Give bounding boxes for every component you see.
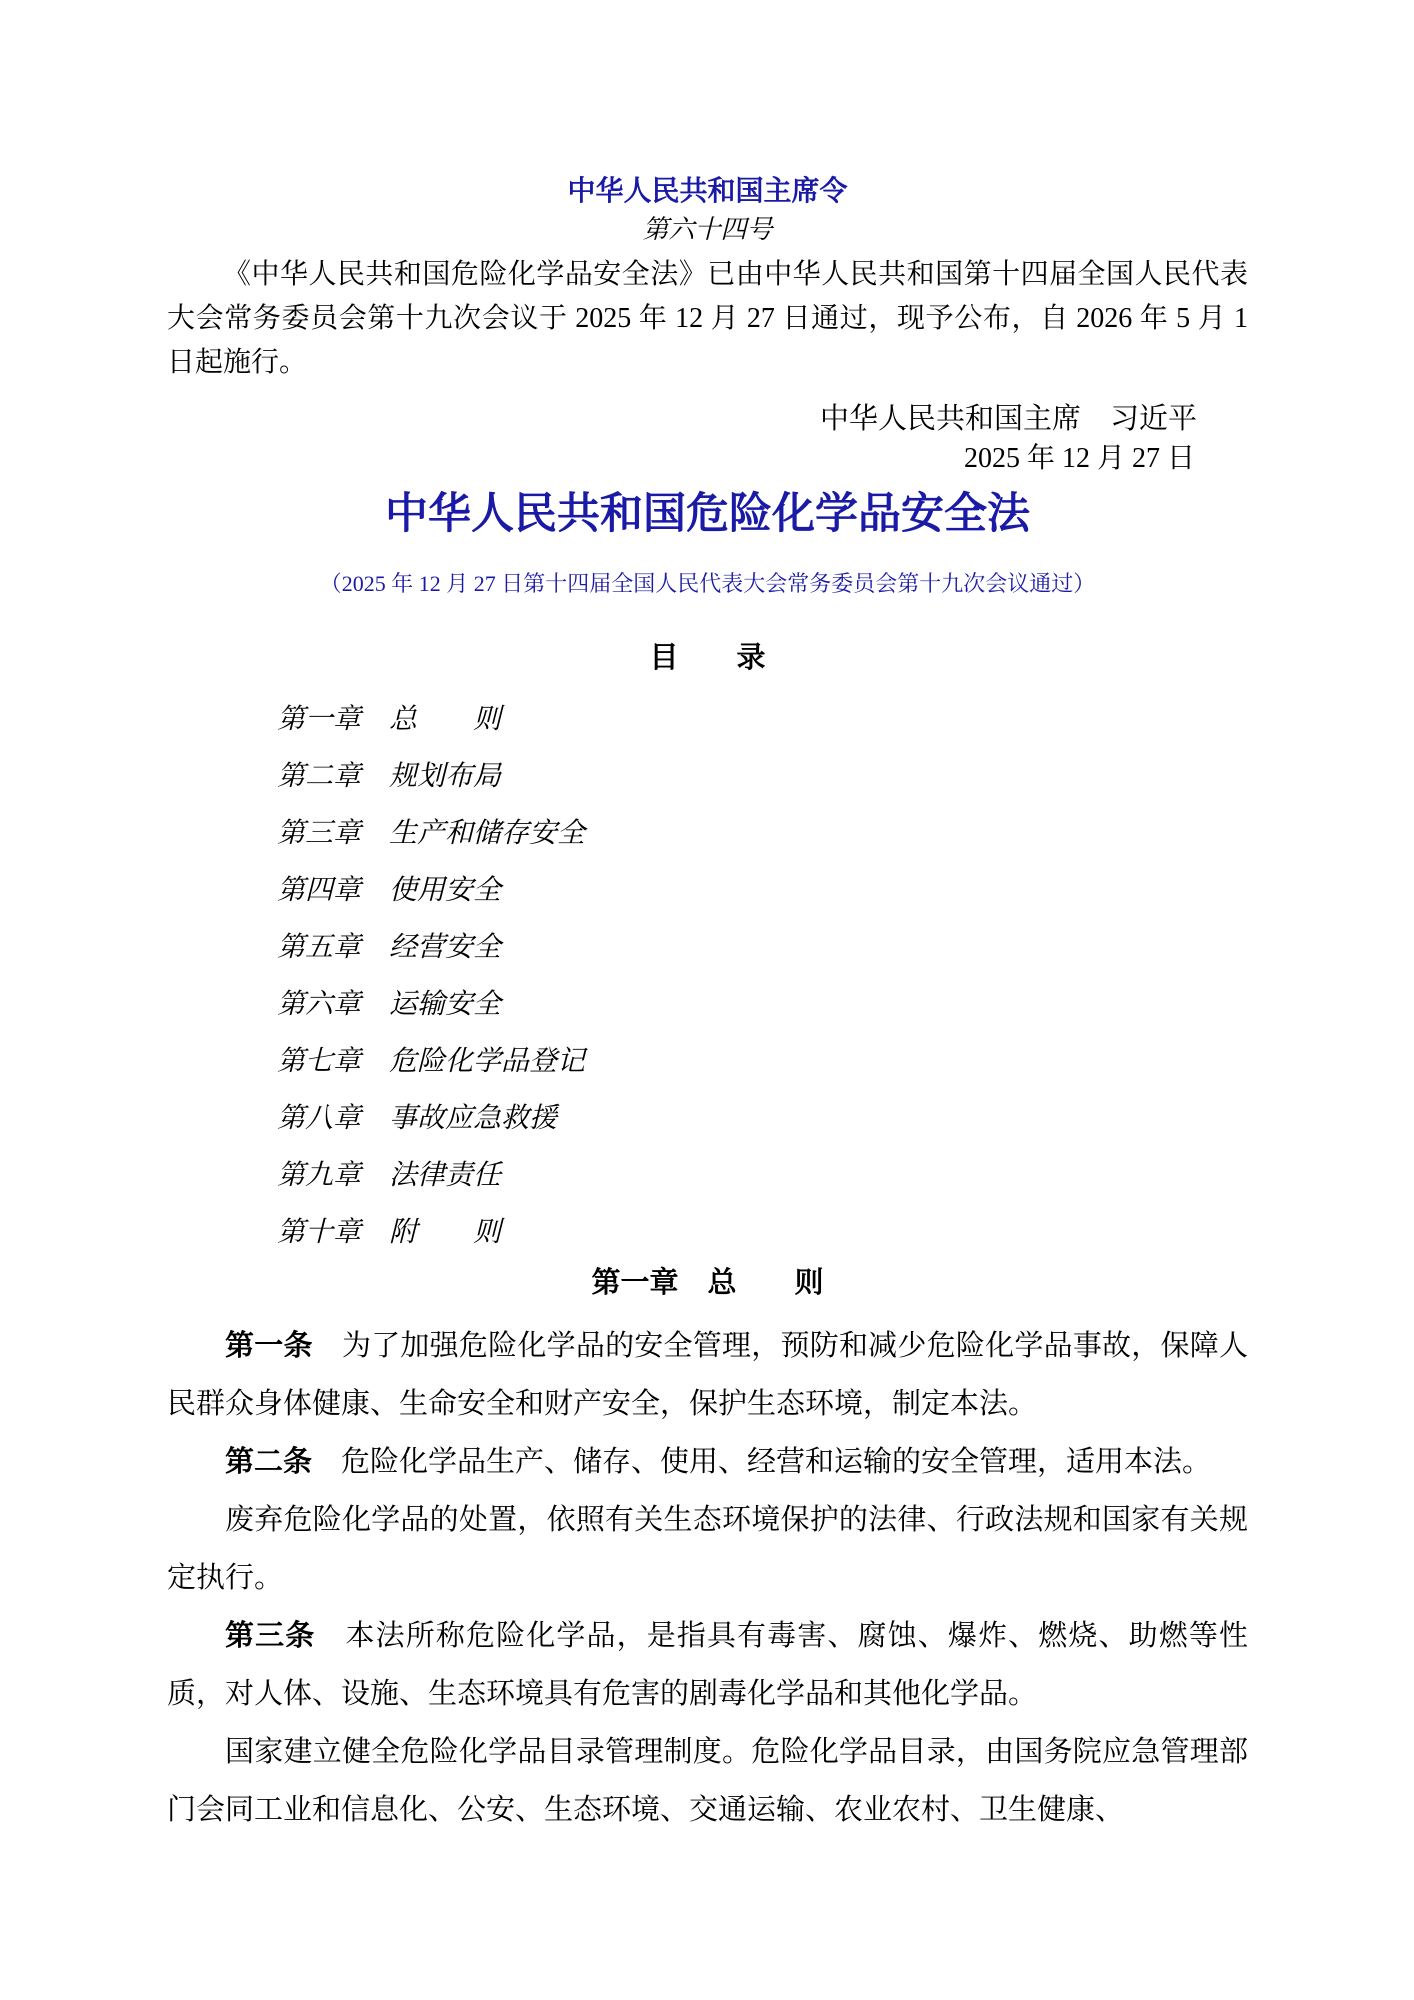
law-paragraph: 国家建立健全危险化学品目录管理制度。危险化学品目录，由国务院应急管理部门会同工业和信息化、公安、生态环境、交通运输、农业农村、卫生健康、: [167, 1736, 1248, 1826]
law-paragraph: 废弃危险化学品的处置，依照有关生态环境保护的法律、行政法规和国家有关规定执行。: [167, 1504, 1248, 1594]
toc-item: 第六章 运输安全: [277, 989, 502, 1020]
article-number: 第三条: [225, 1620, 316, 1652]
toc-item: 第五章 经营安全: [277, 932, 502, 963]
presidential-order-number: 第六十四号: [642, 215, 773, 244]
toc-item: 第八章 事故应急救援: [277, 1103, 558, 1134]
toc-item: 第十章 附 则: [277, 1217, 502, 1248]
law-paragraph: 第三条 本法所称危险化学品，是指具有毒害、腐蚀、爆炸、燃烧、助燃等性质，对人体、设施、生态环境具有危害的剧毒化学品和其他化学品。: [167, 1620, 1248, 1710]
chapter-body: [167, 1317, 1248, 1839]
toc-list: [167, 691, 1248, 1261]
signature-date: 2025 年 12 月 27 日: [963, 443, 1195, 474]
toc-item: 第三章 生产和储存安全: [277, 818, 586, 849]
law-subtitle: （2025 年 12 月 27 日第十四届全国人民代表大会常务委员会第十九次会议通过）: [319, 571, 1096, 596]
toc-heading: 目 录: [649, 642, 766, 674]
toc-item: 第七章 危险化学品登记: [277, 1046, 586, 1077]
toc-item: 第四章 使用安全: [277, 875, 502, 906]
article-number: 第一条: [225, 1330, 313, 1362]
law-paragraph: 第一条 为了加强危险化学品的安全管理，预防和减少危险化学品事故，保障人民群众身体健康、生命安全和财产安全，保护生态环境，制定本法。: [167, 1330, 1248, 1420]
chapter-1-heading: 第一章 总 则: [591, 1267, 824, 1299]
presidential-order-title: 中华人民共和国主席令: [567, 175, 848, 206]
law-title: 中华人民共和国危险化学品安全法: [385, 491, 1030, 538]
toc-item: 第九章 法律责任: [277, 1160, 502, 1191]
article-number: 第二条: [225, 1446, 313, 1478]
law-paragraph: 第二条 危险化学品生产、储存、使用、经营和运输的安全管理，适用本法。: [225, 1446, 1212, 1478]
signature-line: 中华人民共和国主席 习近平: [819, 403, 1197, 435]
toc-item: 第二章 规划布局: [277, 761, 502, 792]
toc-item: 第一章 总 则: [277, 704, 502, 735]
presidential-order-body: 《中华人民共和国危险化学品安全法》已由中华人民共和国第十四届全国人民代表大会常务委员会第十九次会议于 2025 年 12 月 27 日通过，现予公布，自 2026 年 5 月 1 日起施行。: [167, 259, 1248, 378]
